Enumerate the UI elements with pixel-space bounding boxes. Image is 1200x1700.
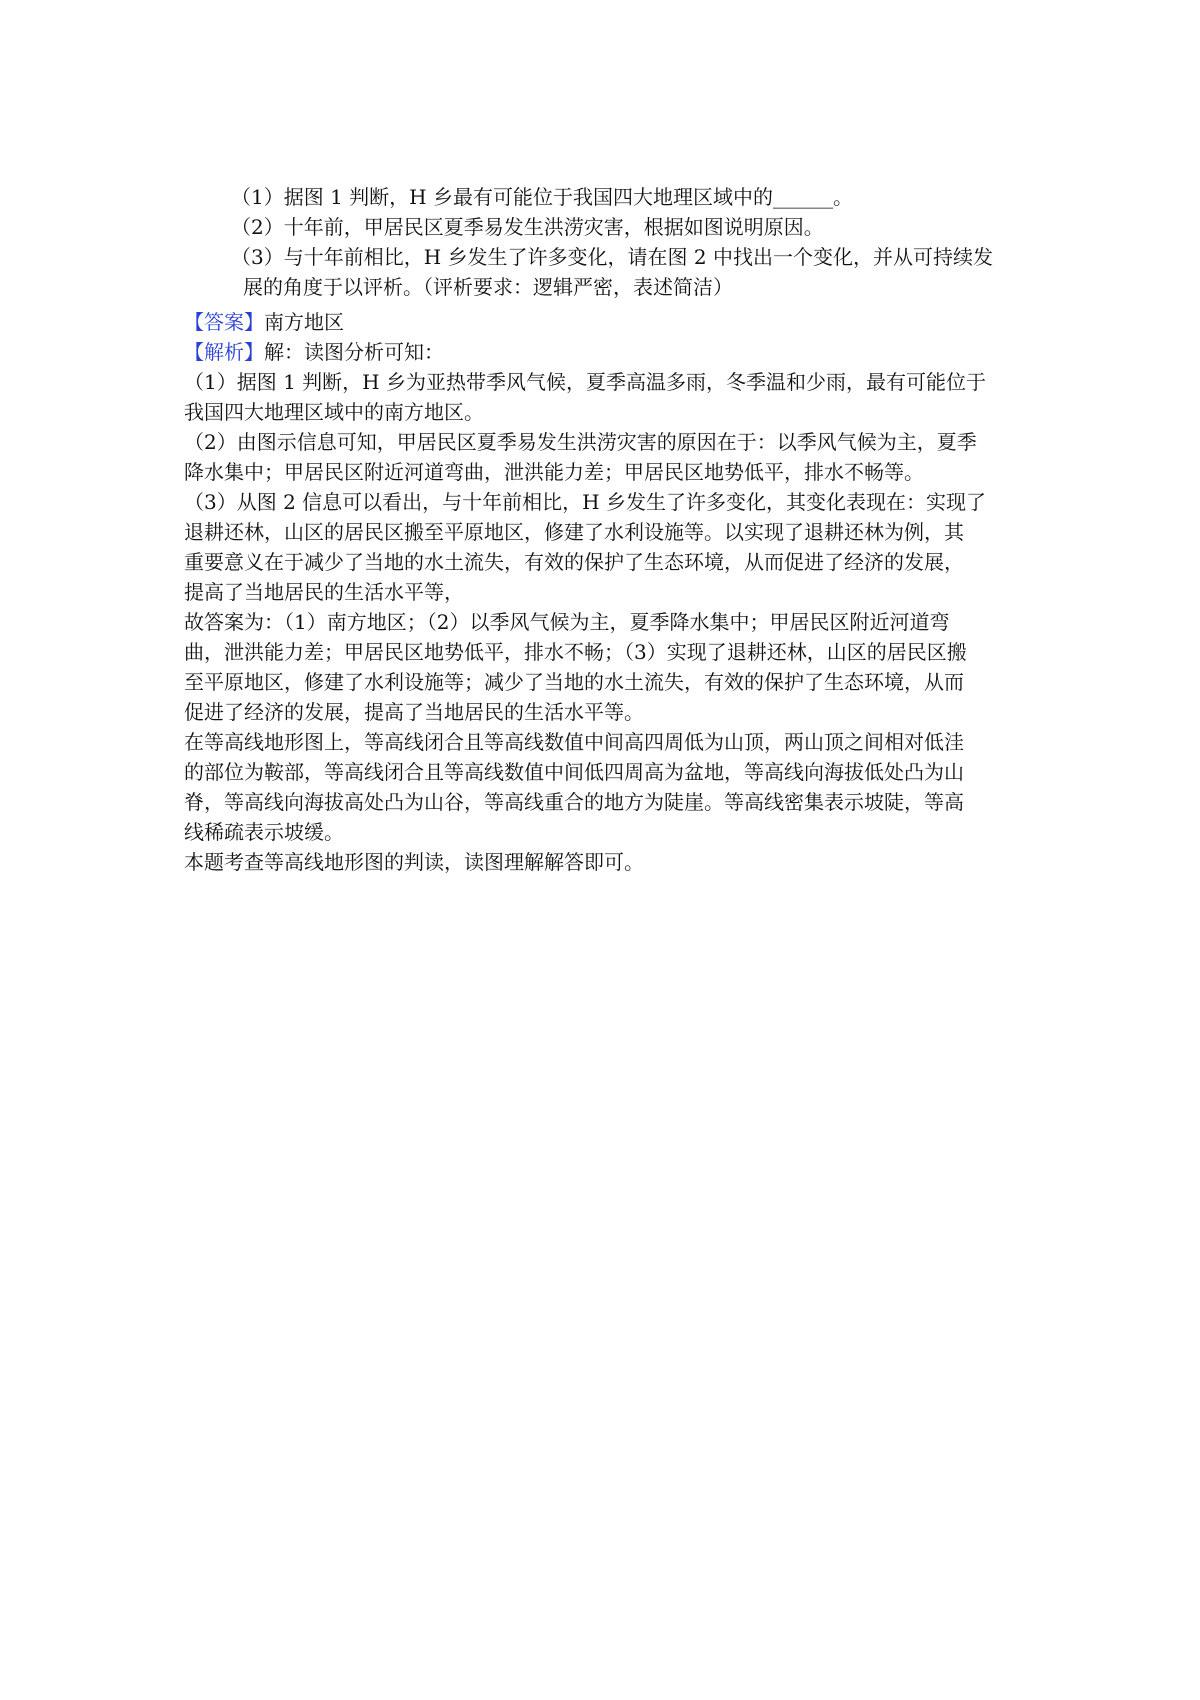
analysis-text-line: 提高了当地居民的生活水平等，	[184, 580, 464, 604]
analysis-line	[184, 337, 1024, 367]
answer-label: 【答案】	[184, 310, 264, 334]
analysis-text-line: 至平原地区，修建了水利设施等；减少了当地的水土流失，有效的保护了生态环境，从而	[184, 670, 964, 694]
analysis-text-line: 线稀疏表示坡缓。	[184, 820, 344, 844]
question-3-line-2: 展的角度于以评析。（评析要求：逻辑严密，表述简洁）	[243, 275, 733, 299]
question-block	[231, 182, 1031, 302]
analysis-text-line: 我国四大地理区域中的南方地区。	[184, 400, 484, 424]
analysis-label: 【解析】	[184, 340, 264, 364]
question-3-line-1: （3）与十年前相比，H 乡发生了许多变化，请在图 2 中找出一个变化，并从可持续发	[231, 245, 993, 269]
analysis-text-line: （2）由图示信息可知，甲居民区夏季易发生洪涝灾害的原因在于：以季风气候为主，夏季	[184, 430, 977, 454]
question-1: （1）据图 1 判断，H 乡最有可能位于我国四大地理区域中的______。	[231, 185, 853, 209]
analysis-text-line: 的部位为鞍部，等高线闭合且等高线数值中间低四周高为盆地，等高线向海拔低处凸为山	[184, 760, 964, 784]
analysis-text-line: 在等高线地形图上，等高线闭合且等高线数值中间高四周低为山顶，两山顶之间相对低洼	[184, 730, 964, 754]
analysis-text-line: （1）据图 1 判断，H 乡为亚热带季风气候，夏季高温多雨，冬季温和少雨，最有可能位于	[184, 370, 986, 394]
analysis-intro: 解：读图分析可知：	[264, 340, 444, 364]
answer-text: 南方地区	[264, 310, 344, 334]
analysis-text-line: 故答案为：（1）南方地区；（2）以季风气候为主，夏季降水集中；甲居民区附近河道弯	[184, 610, 950, 634]
answer-line	[184, 307, 1024, 337]
answer-analysis-block	[184, 307, 1024, 877]
question-2: （2）十年前，甲居民区夏季易发生洪涝灾害，根据如图说明原因。	[231, 215, 824, 239]
analysis-text-line: 退耕还林，山区的居民区搬至平原地区，修建了水利设施等。以实现了退耕还林为例，其	[184, 520, 964, 544]
analysis-text-line: （3）从图 2 信息可以看出，与十年前相比，H 乡发生了许多变化，其变化表现在：实现了	[184, 490, 986, 514]
analysis-text-line: 脊，等高线向海拔高处凸为山谷，等高线重合的地方为陡崖。等高线密集表示坡陡，等高	[184, 790, 964, 814]
analysis-text-line: 本题考查等高线地形图的判读，读图理解解答即可。	[184, 850, 644, 874]
analysis-text-line: 重要意义在于减少了当地的水土流失，有效的保护了生态环境，从而促进了经济的发展，	[184, 550, 964, 574]
analysis-text-line: 曲，泄洪能力差；甲居民区地势低平，排水不畅；（3）实现了退耕还林，山区的居民区搬	[184, 640, 967, 664]
analysis-text-line: 降水集中；甲居民区附近河道弯曲，泄洪能力差；甲居民区地势低平，排水不畅等。	[184, 460, 924, 484]
analysis-text-line: 促进了经济的发展，提高了当地居民的生活水平等。	[184, 700, 644, 724]
